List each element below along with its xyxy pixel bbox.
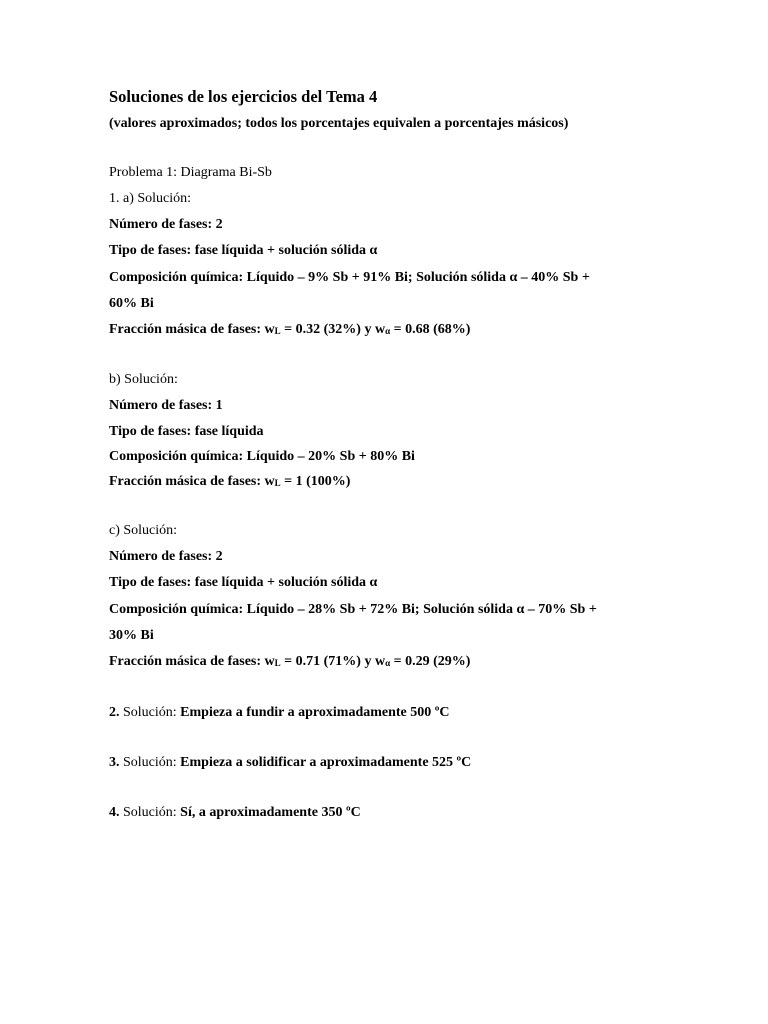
problem-heading: Problema 1: Diagrama Bi-Sb bbox=[109, 165, 272, 180]
solution-text: Empieza a solidificar a aproximadamente 525 ºC bbox=[180, 755, 472, 770]
part-b-mass-fraction bbox=[109, 473, 350, 491]
part-a-phases-count: Número de fases: 2 bbox=[109, 217, 223, 232]
solution-label: Solución: bbox=[119, 805, 181, 820]
question-number: 3. bbox=[109, 755, 120, 770]
fraction-prefix: Fracción másica de fases: w bbox=[109, 654, 275, 669]
part-c-phase-types: Tipo de fases: fase líquida + solución sólida α bbox=[109, 575, 378, 590]
solution-text: Sí, a aproximadamente 350 ºC bbox=[180, 805, 361, 820]
fraction-subscript-liquid: L bbox=[274, 478, 281, 488]
solution-text: Empieza a fundir a aproximadamente 500 ºC bbox=[180, 705, 450, 720]
fraction-end: = 1 (100%) bbox=[280, 474, 351, 489]
part-c-phases-count: Número de fases: 2 bbox=[109, 549, 223, 564]
part-b-phases-count: Número de fases: 1 bbox=[109, 398, 223, 413]
part-a-composition-line1: Composición química: Líquido – 9% Sb + 91% Bi; Solución sólida α – 40% Sb + bbox=[109, 270, 590, 285]
question-3-answer bbox=[109, 754, 471, 772]
part-c-heading: c) Solución: bbox=[109, 523, 178, 538]
question-number: 2. bbox=[109, 705, 120, 720]
fraction-subscript-alpha: α bbox=[385, 326, 391, 336]
part-b-heading: b) Solución: bbox=[109, 372, 178, 387]
fraction-middle: = 0.71 (71%) y w bbox=[280, 654, 386, 669]
part-b-composition: Composición química: Líquido – 20% Sb + 80% Bi bbox=[109, 449, 415, 464]
part-c-composition-line1: Composición química: Líquido – 28% Sb + 72% Bi; Solución sólida α – 70% Sb + bbox=[109, 602, 597, 617]
part-c-mass-fraction bbox=[109, 653, 470, 671]
part-a-heading: 1. a) Solución: bbox=[109, 191, 192, 206]
fraction-end: = 0.29 (29%) bbox=[390, 654, 471, 669]
fraction-subscript-liquid: L bbox=[274, 326, 281, 336]
fraction-prefix: Fracción másica de fases: w bbox=[109, 322, 275, 337]
fraction-subscript-alpha: α bbox=[385, 658, 391, 668]
part-b-phase-types: Tipo de fases: fase líquida bbox=[109, 424, 264, 439]
part-a-phase-types: Tipo de fases: fase líquida + solución sólida α bbox=[109, 243, 378, 258]
solution-label: Solución: bbox=[119, 755, 181, 770]
fraction-prefix: Fracción másica de fases: w bbox=[109, 474, 275, 489]
fraction-subscript-liquid: L bbox=[274, 658, 281, 668]
question-2-answer bbox=[109, 704, 450, 722]
document-subtitle: (valores aproximados; todos los porcentajes equivalen a porcentajes másicos) bbox=[109, 116, 569, 131]
part-a-mass-fraction bbox=[109, 321, 470, 339]
question-number: 4. bbox=[109, 805, 120, 820]
document-title: Soluciones de los ejercicios del Tema 4 bbox=[109, 87, 378, 106]
part-a-composition-line2: 60% Bi bbox=[109, 296, 154, 311]
question-4-answer bbox=[109, 804, 361, 822]
solution-label: Solución: bbox=[119, 705, 181, 720]
fraction-middle: = 0.32 (32%) y w bbox=[280, 322, 386, 337]
part-c-composition-line2: 30% Bi bbox=[109, 628, 154, 643]
fraction-end: = 0.68 (68%) bbox=[390, 322, 471, 337]
